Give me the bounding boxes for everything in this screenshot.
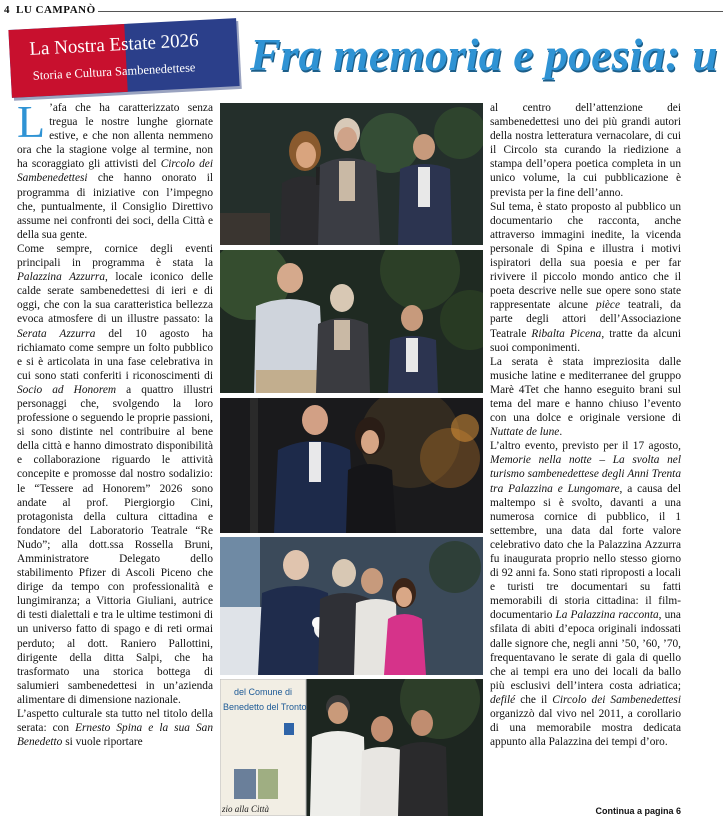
photo-award-ceremony-1 bbox=[220, 103, 483, 245]
page-number: 4 bbox=[4, 4, 10, 16]
photo-award-ceremony-5 bbox=[220, 679, 483, 816]
article-headline: Fra memoria e poesia: u bbox=[250, 29, 718, 80]
book-text: zio alla Città bbox=[222, 804, 270, 814]
section-banner bbox=[8, 18, 239, 98]
article-column-1 bbox=[17, 96, 214, 749]
sign-text-2: Benedetto del Tronto bbox=[223, 702, 307, 712]
photo-award-ceremony-3 bbox=[220, 398, 483, 533]
column-1-text: ’afa che ha caratterizzato senza tregua le nostre lunghe giornate estive, e che non allenta nemmeno ora che la stagione volge al termine, non ha scoraggiato gli attivisti del Circolo dei Sambenedettesi che hanno onorato il programma di iniziative con l’impegno che, puntualmente, il Consiglio Direttivo assume nei confronti dei soci, della Città e della sua gente. Come sempre, cornice degli eventi principali in programma è stata la Palazzina Azzurra, locale iconico delle calde serate sambenedettesi di ieri e di oggi, che con la sua caratteristica bellezza evoca atmosfere di un illustre passato: la Serata Azzurra del 10 agosto ha richiamato come sempre un folto pubblico e si è articolata in una fase celebrativa in cui sono stati conferiti i riconoscimenti di Socio ad Honorem a quattro illustri personaggi che, svolgendo la loro professione o seguendo le proprie passioni, si sono distinte nel contribuire al bene della città e hanno dimostrato disponibilità e collaborazione riguardo le attività concepite e promosse dal nostro sodalizio: le “Tessere ad Honorem” 2026 sono andate al prof. Piergiorgio Cini, protagonista della cultura cittadina e fondatore del Laboratorio Teatrale “Re Nudo”; alla dott.ssa Rossella Bruni, Amministratore Delegato dello stabilimento Pfizer di Ascoli Piceno che dirige da tempo con professionalità e lungimiranza; a Vittoria Giuliani, autrice di testi dialettali e tra le ultime testimoni di un universo fatto di spago e di reti ormai perduto; al dott. Raniero Pallottini, dirigente della ditta Salpi, che ha trasformato una storica bottega di salumieri sambenedettesi in un’azienda alimentare di dimensione nazionale. L’aspetto culturale sta tutto nel titolo della serata: con Ernesto Spina e la sua San Benedetto si vuole riportare bbox=[17, 102, 214, 749]
page-header bbox=[0, 0, 723, 24]
article-column-2 bbox=[490, 101, 681, 749]
drop-cap: L bbox=[17, 96, 46, 147]
newspaper-name: LU CAMPANÒ bbox=[16, 4, 96, 16]
header-rule bbox=[98, 11, 723, 12]
continued-note: Continua a pagina 6 bbox=[595, 806, 681, 816]
photo-award-ceremony-4 bbox=[220, 537, 483, 675]
banner-title: La Nostra Estate 2026 bbox=[28, 30, 200, 60]
sign-text-1: del Comune di bbox=[234, 687, 293, 697]
banner-subtitle: Storia e Cultura Sambenedettese bbox=[32, 60, 196, 83]
column-2-text: al centro dell’attenzione dei sambenedettesi uno dei più grandi autori della nostra letteratura vernacolare, di cui il Circolo sta curando la riedizione a stampa dell’opera poetica completa in un unico volume, la cui pubblicazione è prevista per la fine dell’anno. Sul tema, è stato proposto al pubblico un documentario che racconta, anche attraverso immagini inedite, la vicenda personale di Spina e illustra i motivi ispiratori della sua poesia e per far rivivere il piccolo mondo antico che il poeta descrive nelle sue opere sono state rappresentate alcune pièce teatrali, da parte degli attori dell’Associazione Teatrale Ribalta Picena, tratte da alcuni suoi componimenti. La serata è stata impreziosita dalle musiche latine e mediterranee del gruppo Marè 4Tet che hanno eseguito brani sul tema del mare e hanno chiuso l’evento con una dolce e originale versione di Nuttate de lune. L’altro evento, previsto per il 17 agosto, Memorie nella notte – La svolta nel turismo sambenedettese degli Anni Trenta tra Palazzina e Lungomare, a causa del maltempo si è svolto, davanti a una numerosa cornice di pubblico, il 1 settembre, una data dal forte valore celebrativo dato che la Palazzina Azzurra fu inaugurata proprio nello stesso giorno di 92 anni fa. Sono stati riproposti a locali e turisti tre documentari su fatti memorabili di storia cittadina: il film-documentario La Palazzina racconta, una sfilata di abiti d’epoca originali indossati dalle signore che, negli anni ’50, ’60, ’70, frequentavano le serate di gala di quello che ai tempi era uno dei locali da ballo più esclusivi dell’intera costa adriatica; defilé che il Circolo dei Sambenedettesi organizzò dal vivo nel 2011, a corollario di una memorabile mostra dedicata appunto alla Palazzina dei tempi d’oro. bbox=[490, 102, 681, 749]
photo-award-ceremony-2 bbox=[220, 250, 483, 393]
